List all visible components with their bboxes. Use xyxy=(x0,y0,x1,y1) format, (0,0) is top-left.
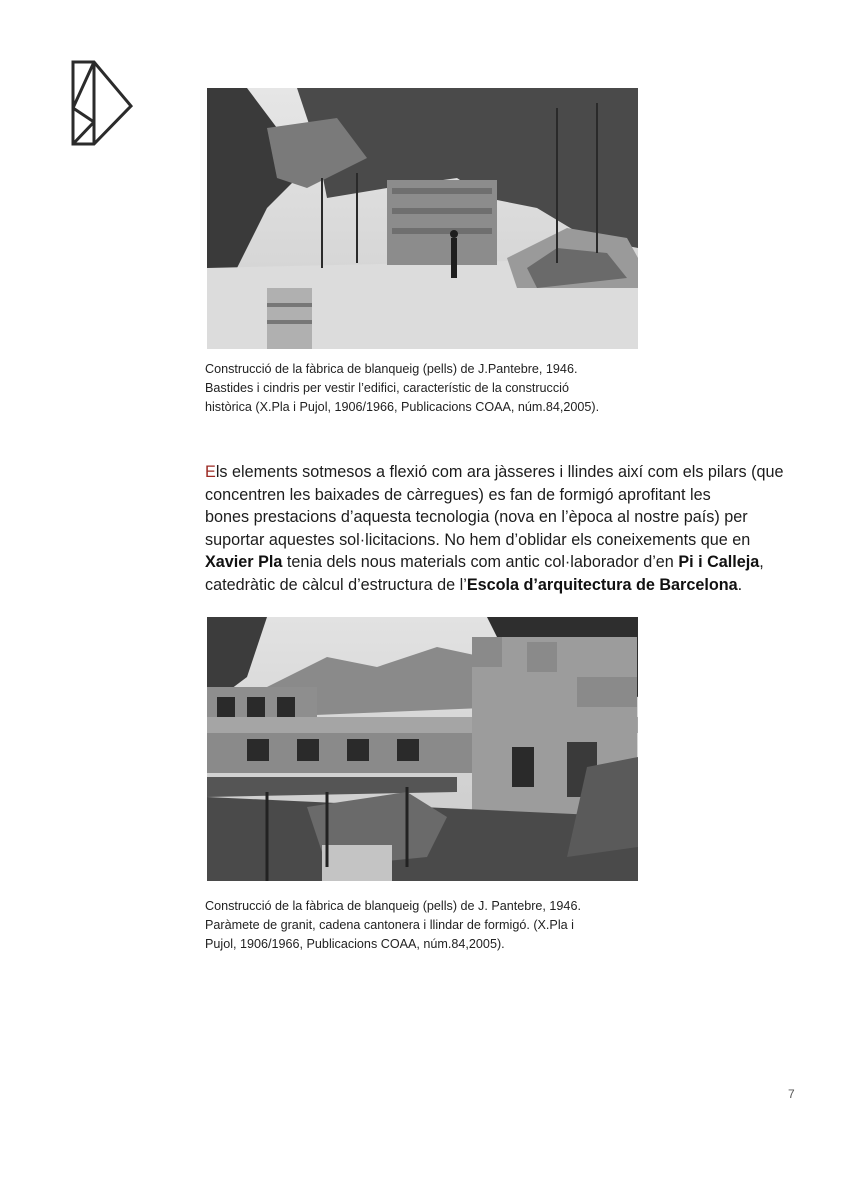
page-number: 7 xyxy=(788,1087,795,1101)
body-paragraph xyxy=(205,461,815,596)
drop-cap: E xyxy=(205,463,216,481)
photo-2-caption xyxy=(205,897,645,954)
caption-line: Bastides i cindris per vestir l’edifici, característic de la construcció xyxy=(205,381,569,395)
construction-photo-1 xyxy=(207,88,638,349)
name-pi-i-calleja: Pi i Calleja xyxy=(678,553,760,571)
paragraph-line xyxy=(205,461,815,484)
paragraph-text: tenia dels nous materials com antic col·laborador d’en xyxy=(282,553,679,571)
school-name: Escola d’arquitectura de Barcelona xyxy=(466,575,738,594)
paragraph-line xyxy=(205,551,815,574)
construction-photo-2 xyxy=(207,617,638,881)
caption-line: Pujol, 1906/1966, Publicacions COAA, núm.84,2005). xyxy=(205,937,505,951)
geometric-d-logo-icon xyxy=(68,58,134,150)
name-xavier-pla: Xavier Pla xyxy=(205,553,283,571)
paragraph-text: ls elements sotmesos a flexió com ara jàsseres i llindes així com els pilars (que xyxy=(215,463,784,481)
caption-line: Paràmete de granit, cadena cantonera i llindar de formigó. (X.Pla i xyxy=(205,918,574,932)
paragraph-text: catedràtic de càlcul d’estructura de l’ xyxy=(205,575,467,594)
paragraph-line xyxy=(205,574,815,597)
caption-line: Construcció de la fàbrica de blanqueig (pells) de J. Pantebre, 1946. xyxy=(205,899,581,913)
photo-1-caption xyxy=(205,360,645,417)
paragraph-line: suportar aquestes sol·licitacions. No hem d’oblidar els coneixements que en xyxy=(205,530,751,549)
paragraph-text: , xyxy=(759,553,764,571)
caption-line: històrica (X.Pla i Pujol, 1906/1966, Publicacions COAA, núm.84,2005). xyxy=(205,400,600,414)
caption-line: Construcció de la fàbrica de blanqueig (pells) de J.Pantebre, 1946. xyxy=(205,362,578,376)
paragraph-line: bones prestacions d’aquesta tecnologia (nova en l’època al nostre país) per xyxy=(205,508,748,526)
paragraph-text: . xyxy=(737,575,743,594)
logo xyxy=(68,58,134,150)
paragraph-line: concentren les baixades de càrregues) es fan de formigó aprofitant les xyxy=(205,485,711,504)
